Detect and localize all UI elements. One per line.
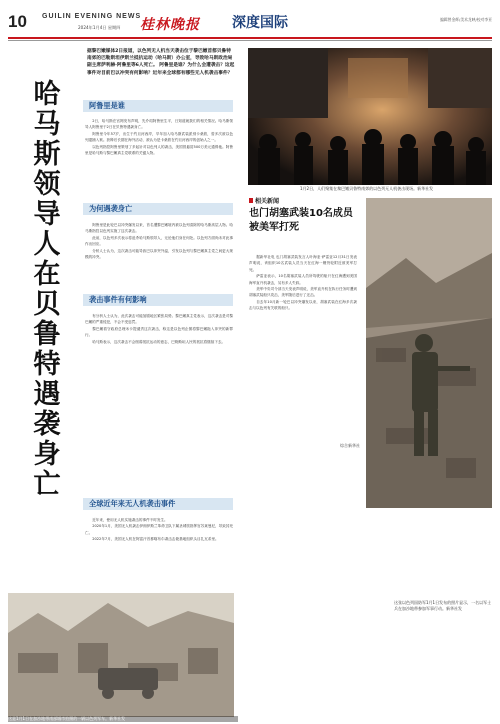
section-heading: 袭击事件有何影响 [83,294,233,306]
photo-beirut-crowd [248,48,492,185]
related-news-title: 也门胡塞武装10名成员被美军打死 [249,208,353,233]
photo-caption: 这是1月1日在加沙地带南部城市拍摄的一辆以色列军车。新华社发 [8,716,238,722]
section-body: 阿鲁里是此轮巴以冲突爆发以来，首名遭黎巴嫩境内被以色列清除的哈马斯高层人物。哈马斯指控以色列实施了这次袭击。 此前，以色列多次表示将追杀哈马斯领导人，无论他们身在何处。以色列方面尚未对此事作出回应。 分析人士认为，这次袭击可能导致巴以冲突外溢，引发以色列与黎巴嫩真主党之间更大规模的冲突。 [85,223,233,260]
section-heading: 为何遇袭身亡 [83,203,233,215]
section-body: 2日，哈马斯在官网发布声明，先介绍阿鲁里生平，日知道就我们的相关情况。哈马斯领导人阿鲁里于2日在贝鲁特遇袭身亡。 阿鲁里今年57岁，出生于约旦河西岸，早年加入哈马斯武装派别卡桑旅，曾多次被以色列逮捕入狱。获释后长期在海外活动，被认为是卡桑旅在约旦河西岸的创始人之一。 以色列指控阿鲁里策划了多起针对以色列人的袭击，美国曾悬赏500万美元通缉他。阿鲁里是哈马斯与黎巴嫩真主党联系的关键人物。 [85,119,233,156]
photo-caption: 1月2日，人们聚集在黎巴嫩贝鲁特南郊的以色列无人机袭击现场。新华社发 [300,186,434,191]
header-rule-thin [8,40,492,41]
page-number: 10 [8,12,27,31]
related-news-body: 据新华社电 也门胡塞武装发言人叶海亚·萨雷亚12月31日发表声明说，该组织10名武装人员当天在红海一艘货轮附近被美军打死。 萨雷亚表示，10名胡塞武装人员所驾驶的船只在红海遭到美国海军直升机袭击，另有多人失踪。 美军中央司令部当天发表声明说，美军直升机在执行任务时遭到胡塞武装船只攻击，美军随后进行了还击。 自去年10月新一轮巴以冲突爆发以来，胡塞武装在红海多次袭击与以色列有关联的船只。 [249,255,357,311]
paper-name-en: GUILIN EVENING NEWS [42,13,142,20]
section-body: 近年来，使用无人机实施袭击的事件不时发生。 2020年1月，美国无人机袭击伊朗伊斯兰革命卫队下属圣城旅指挥官苏莱曼尼，导致其死亡。 2022年7月，美国无人机在阿富汗首都喀布尔袭击击毙基地组织头目扎瓦希里。 [85,518,233,542]
byline: 综合新华社 [340,443,360,448]
section-heading: 全球近年来无人机袭击事件 [83,498,233,510]
photo-soldier [366,198,492,508]
editor-credits: 编辑曾金辉/美术龙映/校对李亚 [440,17,492,22]
headline: 哈马斯领导人在贝鲁特遇袭身亡 [33,79,61,500]
related-news-header [249,196,359,235]
header-rule [8,37,492,39]
page-header [0,0,500,42]
lead-paragraph: 据黎巴嫩媒体2日报道，以色列无人机当天袭击位于黎巴嫩首都贝鲁特南郊的巴勒斯坦伊斯兰抵抗运动（哈马斯）办公室，导致哈马斯政治局副主席萨利赫·阿鲁里等6人死亡。 阿鲁里是谁？为什么会遭袭击？这起事件对目前巴以冲突有何影响？近年来全球都有哪些无人机袭击事件？ [87,49,235,76]
paper-logo: 桂林晚报 [140,17,200,33]
publish-date: 2024年1月4日 星期四 [78,25,121,30]
photo-caption: 这张以色列国防军1月1日发布的照片显示，一名以军士兵在加沙地带参加军事行动。新华社发 [394,600,492,611]
photo-gaza-vehicle [8,593,234,717]
section-heading: 阿鲁里是谁 [83,100,233,112]
section-body: 有分析人士认为，此次袭击可能加剧地区紧张局势。黎巴嫩真主党表示，这次袭击是对黎巴嫩的严重侵犯，不会不受惩罚。 黎巴嫩看守政府总理米卡提谴责这次袭击，称这是以色列企图将黎巴嫩拖入冲突的新罪行。 哈马斯表示，这次袭击不会削弱抵抗运动的意志，巴勒斯坦人民的抵抗将继续下去。 [85,314,233,344]
section-title: 深度国际 [232,15,288,31]
related-news-tag: 相关新闻 [249,196,359,205]
